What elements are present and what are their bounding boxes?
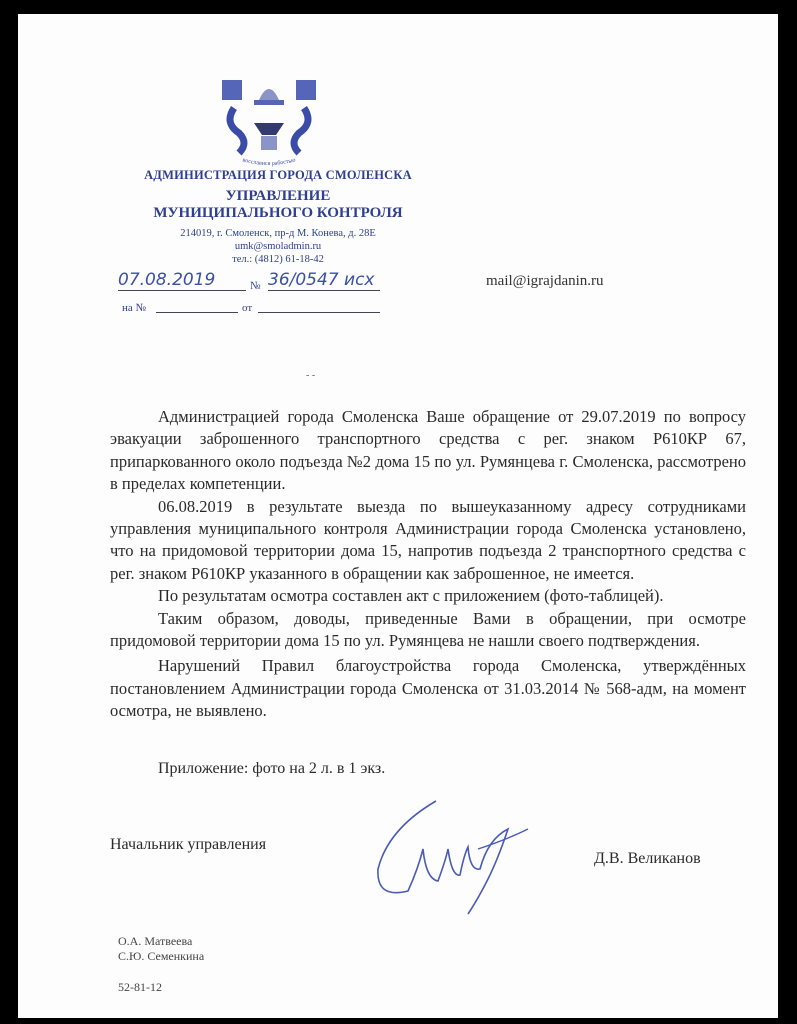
- signature-icon: [348, 799, 538, 919]
- department-line2: МУНИЦИПАЛЬНОГО КОНТРОЛЯ: [153, 205, 403, 221]
- executors: [118, 934, 204, 964]
- email: umk@smoladmin.ru: [234, 241, 322, 252]
- letter-page: [18, 14, 778, 1018]
- paragraph: 06.08.2019 в результате выезда по вышеуказанному адресу сотрудниками управления муниципального контроля Администрации города Смоленска установлено, что на придомовой территории дома 15, напротив подъезда 2 транспортного средства с рег. знаком Р610КР указанного в обращении как заброшенное, не имеется.: [110, 496, 746, 583]
- ref-from-label: от: [242, 302, 253, 314]
- org-name: АДМИНИСТРАЦИЯ ГОРОДА СМОЛЕНСКА: [144, 168, 412, 182]
- paragraph: Администрацией города Смоленска Ваше обращение от 29.07.2019 по вопросу эвакуации заброшенного транспортного средства с рег. знаком Р610КР 67, припаркованного около подъезда №2 дома 15 по ул. Румянцева г. Смоленска, рассмотрено в пределах компетенции.: [110, 407, 746, 494]
- attachment-note: Приложение: фото на 2 л. в 1 экз.: [158, 760, 386, 777]
- paragraph: Таким образом, доводы, приведенные Вами в обращении, при осмотре придомовой территории дома 15 по ул. Румянцева не нашли своего подтверждения.: [110, 608, 746, 651]
- number-label: №: [250, 280, 261, 292]
- address: 214019, г. Смоленск, пр-д М. Конева, д. 28Е: [180, 228, 376, 239]
- ref-date-blank: [258, 298, 380, 313]
- letter-number: 36/0547 исх: [268, 270, 380, 291]
- mark: - -: [306, 370, 316, 381]
- executor-phone: 52-81-12: [118, 980, 162, 994]
- contact-block: [118, 227, 438, 266]
- ref-number-blank: [156, 298, 238, 313]
- ref-label: на №: [122, 302, 147, 314]
- executor: О.А. Матвеева: [118, 934, 193, 948]
- letter-date: 07.08.2019: [118, 270, 246, 291]
- paragraph: По результатам осмотра составлен акт с приложением (фото-таблицей).: [158, 586, 664, 606]
- phone: тел.: (4812) 61-18-42: [232, 254, 324, 265]
- signer-role: Начальник управления: [110, 836, 267, 853]
- crest-motto-text: восславися рабоcтью: [241, 157, 297, 168]
- crest-motto: [242, 157, 297, 167]
- department-name: [118, 188, 438, 222]
- signer-name: Д.В. Великанов: [594, 850, 701, 867]
- letter-body: [110, 406, 746, 723]
- recipient: mail@igrajdanin.ru: [486, 273, 604, 289]
- paragraph: Нарушений Правил благоустройства города Смоленска, утверждённых постановлением Администрации города Смоленска от 31.03.2014 № 568-адм, на момент осмотра, не выявлено.: [110, 656, 746, 721]
- coat-of-arms-icon: [214, 78, 324, 170]
- department-line1: УПРАВЛЕНИЕ: [225, 188, 331, 204]
- executor: С.Ю. Семенкина: [118, 949, 205, 963]
